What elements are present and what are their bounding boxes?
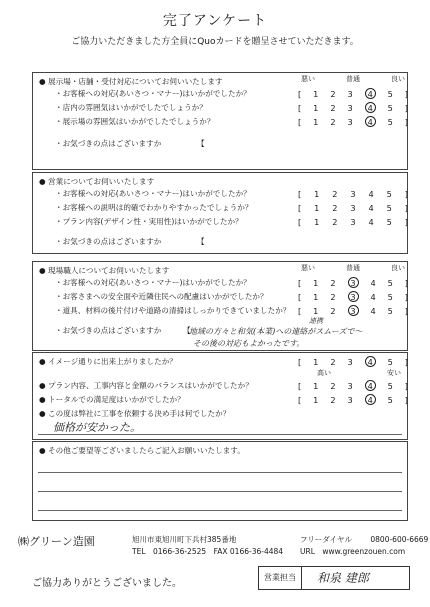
sales-name: 和泉 建郎 bbox=[317, 571, 369, 585]
bracket: ] bbox=[404, 292, 408, 302]
bracket: ] bbox=[404, 117, 408, 127]
free-dial-label: フリーダイヤル bbox=[300, 535, 352, 544]
bracket: [ bbox=[298, 189, 302, 199]
question: ● プラン内容、工事内容と金額のバランスはいかがでしたか？ bbox=[39, 381, 253, 390]
section-heading: ● 現場職人についてお伺いいたします bbox=[39, 266, 170, 275]
comment-label: ・お気づきの点はございますか bbox=[55, 237, 162, 246]
rating-option-2[interactable]: 2 bbox=[330, 89, 336, 99]
rating-option-4[interactable]: 4 bbox=[368, 203, 374, 213]
answer-line bbox=[38, 510, 402, 511]
question: ・お客様への説明は的確でわかりやすかったでしょうか？ bbox=[55, 203, 253, 212]
question: ・展示場の雰囲気はいかがでしたでしょうか？ bbox=[55, 117, 215, 126]
rating-option-3[interactable]: 3 bbox=[350, 217, 356, 227]
question: ・プラン内容(デザイン性・実用性)はいかがでしたか？ bbox=[55, 217, 243, 226]
bracket: ] bbox=[404, 357, 408, 367]
scale-cheap: 安い bbox=[387, 369, 401, 377]
company-url[interactable]: URL www.greenzouen.com bbox=[300, 547, 406, 556]
bracket: ] bbox=[404, 189, 408, 199]
rating-option-4[interactable]: 4 bbox=[370, 278, 376, 288]
bracket: ] bbox=[404, 395, 408, 405]
handwritten-answer: 価格が安かった。 bbox=[53, 421, 141, 434]
rating-option-5[interactable]: 5 bbox=[387, 292, 393, 302]
bracket: ] bbox=[404, 306, 408, 316]
scale-good: 良い bbox=[391, 264, 405, 272]
answer-line bbox=[38, 434, 402, 435]
sales-box bbox=[258, 566, 410, 590]
rating-option-4[interactable]: 4 bbox=[365, 116, 376, 127]
question: ● この度は弊社に工事を依頼する決め手は何でしたか？ bbox=[39, 409, 231, 418]
question: ・お客様への対応(あいさつ・マナー)はいかがでしたか？ bbox=[55, 278, 251, 287]
answer-line bbox=[38, 491, 402, 492]
bracket: ] bbox=[404, 278, 408, 288]
bracket: [ bbox=[298, 306, 302, 316]
rating-option-1[interactable]: 1 bbox=[313, 306, 319, 316]
question: ・お客様への対応(あいさつ・マナー)はいかがでしたか？ bbox=[55, 89, 251, 98]
bracket: ] bbox=[404, 89, 408, 99]
bracket: [ bbox=[298, 278, 302, 288]
rating-option-5[interactable]: 5 bbox=[387, 381, 393, 391]
page-subtitle: ご協力いただきました方全員にQuoカードを贈呈させていただきます。 bbox=[71, 37, 359, 47]
rating-option-2[interactable]: 2 bbox=[332, 217, 338, 227]
rating-scale[interactable] bbox=[298, 203, 408, 213]
rating-option-3[interactable]: 3 bbox=[350, 203, 356, 213]
rating-scale[interactable] bbox=[298, 117, 408, 127]
rating-option-1[interactable]: 1 bbox=[313, 89, 319, 99]
section-heading: ● その他ご要望等ございましたらご記入お願いいたします。 bbox=[39, 446, 245, 455]
section-craftsmen bbox=[32, 261, 408, 351]
company-address: 旭川市東旭川町下兵村385番地 bbox=[132, 535, 237, 544]
rating-option-1[interactable]: 1 bbox=[313, 395, 319, 405]
rating-option-5[interactable]: 5 bbox=[387, 89, 393, 99]
rating-option-5[interactable]: 5 bbox=[387, 103, 393, 113]
bracket: [ bbox=[298, 357, 302, 367]
rating-option-5[interactable]: 5 bbox=[386, 217, 392, 227]
question: ● トータルでの満足度はいかがでしたか？ bbox=[39, 395, 185, 404]
company-phone: TEL 0166-36-2525 FAX 0166-36-4484 bbox=[132, 547, 284, 556]
scale-good: 良い bbox=[391, 75, 405, 83]
rating-option-1[interactable]: 1 bbox=[313, 278, 319, 288]
comment-label: ・お気づきの点はございますか bbox=[55, 139, 162, 148]
rating-option-2[interactable]: 2 bbox=[330, 395, 336, 405]
rating-option-1[interactable]: 1 bbox=[314, 217, 320, 227]
section-requests bbox=[32, 441, 408, 521]
rating-scale[interactable] bbox=[298, 89, 408, 99]
rating-option-3[interactable]: 3 bbox=[347, 395, 353, 405]
bracket: ] bbox=[404, 217, 408, 227]
free-dial-number: 0800-600-6669 bbox=[370, 535, 429, 544]
section-heading: ● 営業についてお伺いいたします bbox=[39, 177, 155, 186]
handwritten-note: 連携 bbox=[309, 317, 323, 325]
rating-option-3[interactable]: 3 bbox=[347, 117, 353, 127]
rating-option-2[interactable]: 2 bbox=[330, 357, 336, 367]
rating-scale[interactable] bbox=[298, 357, 408, 367]
scale-bad: 悪い bbox=[301, 75, 315, 83]
rating-option-1[interactable]: 1 bbox=[313, 381, 319, 391]
scale-high: 高い bbox=[317, 369, 331, 377]
rating-option-5[interactable]: 5 bbox=[387, 278, 393, 288]
rating-option-2[interactable]: 2 bbox=[330, 278, 336, 288]
rating-option-5[interactable]: 5 bbox=[386, 189, 392, 199]
rating-option-2[interactable]: 2 bbox=[332, 189, 338, 199]
rating-option-1[interactable]: 1 bbox=[314, 189, 320, 199]
section-sales bbox=[32, 172, 408, 254]
section-heading: ● イメージ通りに出来上がりましたか？ bbox=[39, 357, 177, 366]
rating-option-4[interactable]: 4 bbox=[365, 356, 376, 367]
page-title: 完了アンケート bbox=[162, 13, 268, 29]
rating-scale[interactable] bbox=[298, 217, 408, 227]
bracket: [ bbox=[298, 103, 302, 113]
rating-option-5[interactable]: 5 bbox=[387, 395, 393, 405]
comment-bracket: 【 bbox=[183, 326, 191, 335]
bracket: [ bbox=[298, 395, 302, 405]
rating-option-3[interactable]: 3 bbox=[348, 291, 359, 302]
rating-option-3[interactable]: 3 bbox=[347, 381, 353, 391]
section-result bbox=[32, 352, 408, 440]
bracket: [ bbox=[298, 89, 302, 99]
rating-option-5[interactable]: 5 bbox=[387, 357, 393, 367]
bracket: [ bbox=[298, 217, 302, 227]
rating-option-4[interactable]: 4 bbox=[365, 380, 376, 391]
rating-scale[interactable] bbox=[298, 395, 408, 405]
rating-option-5[interactable]: 5 bbox=[387, 306, 393, 316]
section-heading: ● 展示場・店舗・受付対応についてお伺いいたします bbox=[39, 77, 223, 86]
rating-option-4[interactable]: 4 bbox=[370, 292, 376, 302]
rating-scale[interactable] bbox=[298, 292, 408, 302]
rating-scale[interactable] bbox=[298, 278, 408, 288]
comment-bracket: 【 bbox=[197, 237, 205, 246]
rating-option-4[interactable]: 4 bbox=[365, 88, 376, 99]
scale-bad: 悪い bbox=[301, 264, 315, 272]
bracket: ] bbox=[404, 203, 408, 213]
rating-option-4[interactable]: 4 bbox=[370, 306, 376, 316]
handwritten-comment-1: 地域の方々と和気(本業)への連絡がスムーズで〜 bbox=[189, 327, 363, 336]
question: ・店内の雰囲気はいかがでしたでしょうか？ bbox=[55, 103, 207, 112]
rating-option-4[interactable]: 4 bbox=[368, 189, 374, 199]
rating-option-4[interactable]: 4 bbox=[365, 394, 376, 405]
rating-option-4[interactable]: 4 bbox=[368, 217, 374, 227]
rating-scale[interactable] bbox=[298, 306, 408, 316]
rating-option-2[interactable]: 2 bbox=[332, 203, 338, 213]
bracket: [ bbox=[298, 381, 302, 391]
bracket: [ bbox=[298, 117, 302, 127]
question: ・道具、材料の後片付けや道路の清掃はしっかりできていましたか？ bbox=[55, 306, 291, 315]
rating-option-3[interactable]: 3 bbox=[347, 103, 353, 113]
rating-option-2[interactable]: 2 bbox=[330, 103, 336, 113]
rating-option-5[interactable]: 5 bbox=[386, 203, 392, 213]
free-dial bbox=[300, 534, 428, 545]
rating-scale[interactable] bbox=[298, 189, 408, 199]
rating-option-3[interactable]: 3 bbox=[348, 277, 359, 288]
rating-option-1[interactable]: 1 bbox=[314, 203, 320, 213]
scale-normal: 普通 bbox=[346, 264, 360, 272]
rating-option-1[interactable]: 1 bbox=[313, 292, 319, 302]
rating-option-2[interactable]: 2 bbox=[330, 292, 336, 302]
rating-option-5[interactable]: 5 bbox=[387, 117, 393, 127]
bracket: ] bbox=[404, 103, 408, 113]
rating-option-3[interactable]: 3 bbox=[348, 305, 359, 316]
bracket: [ bbox=[298, 203, 302, 213]
scale-normal: 普通 bbox=[346, 75, 360, 83]
rating-option-3[interactable]: 3 bbox=[350, 189, 356, 199]
answer-line bbox=[38, 472, 402, 473]
rating-option-1[interactable]: 1 bbox=[313, 103, 319, 113]
sales-label: 営業担当 bbox=[259, 567, 302, 589]
rating-option-1[interactable]: 1 bbox=[313, 357, 319, 367]
section-showroom bbox=[32, 72, 408, 170]
rating-option-3[interactable]: 3 bbox=[347, 89, 353, 99]
rating-scale[interactable] bbox=[298, 381, 408, 391]
company-logo: ㈱グリーン造園 bbox=[18, 535, 95, 548]
rating-option-3[interactable]: 3 bbox=[347, 357, 353, 367]
question: ・お客様への対応(あいさつ・マナー)はいかがでしたか？ bbox=[55, 189, 251, 198]
question: ・お客さまへの安全面や近隣住民への配慮はいかがでしたか？ bbox=[55, 292, 268, 301]
rating-option-4[interactable]: 4 bbox=[365, 102, 376, 113]
comment-label: ・お気づきの点はございますか bbox=[55, 326, 162, 335]
rating-option-2[interactable]: 2 bbox=[330, 117, 336, 127]
rating-scale[interactable] bbox=[298, 103, 408, 113]
rating-option-2[interactable]: 2 bbox=[330, 381, 336, 391]
bracket: [ bbox=[298, 292, 302, 302]
rating-option-1[interactable]: 1 bbox=[313, 117, 319, 127]
rating-option-2[interactable]: 2 bbox=[330, 306, 336, 316]
comment-bracket: 【 bbox=[197, 139, 205, 148]
thanks-message: ご協力ありがとうございました。 bbox=[32, 578, 182, 589]
handwritten-comment-2: その後の対応もよかったです。 bbox=[193, 339, 305, 348]
bracket: ] bbox=[404, 381, 408, 391]
